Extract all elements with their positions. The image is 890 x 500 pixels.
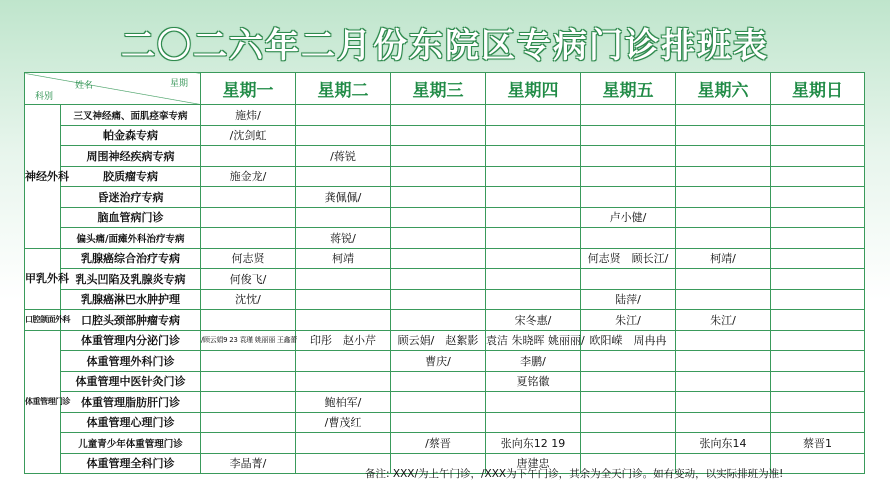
schedule-cell (676, 392, 771, 413)
schedule-cell (391, 412, 486, 433)
schedule-cell (391, 310, 486, 331)
schedule-cell (486, 269, 581, 290)
schedule-cell (296, 371, 391, 392)
dept-cell: 体重管理全科门诊 (61, 453, 201, 474)
schedule-cell (296, 310, 391, 331)
schedule-cell (771, 146, 865, 167)
schedule-cell (201, 351, 296, 372)
schedule-cell (391, 248, 486, 269)
schedule-cell: /蒋锐 (296, 146, 391, 167)
schedule-cell: 朱江/ (581, 310, 676, 331)
schedule-cell: /曹茂红 (296, 412, 391, 433)
header-row (25, 73, 865, 105)
schedule-cell: 沈忱/ (201, 289, 296, 310)
schedule-cell: 朱江/ (676, 310, 771, 331)
schedule-cell (771, 105, 865, 126)
schedule-cell (486, 146, 581, 167)
schedule-cell: 张向东12 19 (486, 433, 581, 454)
schedule-cell (201, 392, 296, 413)
table-row (25, 310, 865, 331)
schedule-cell (771, 248, 865, 269)
table-row (25, 166, 865, 187)
dept-cell: 体重管理脂肪肝门诊 (61, 392, 201, 413)
schedule-cell (486, 248, 581, 269)
schedule-cell (486, 228, 581, 249)
schedule-cell (581, 392, 676, 413)
dept-cell: 体重管理中医针灸门诊 (61, 371, 201, 392)
schedule-cell (771, 371, 865, 392)
schedule-cell (771, 228, 865, 249)
schedule-cell (486, 392, 581, 413)
footnote: 备注: XXX/为上午门诊，/XXX为下午门诊，其余为全天门诊。如有变动，以实际排班为准! (365, 468, 784, 480)
dept-cell: 周围神经疾病专病 (61, 146, 201, 167)
schedule-cell: 陆萍/ (581, 289, 676, 310)
schedule-cell: 卢小健/ (581, 207, 676, 228)
schedule-cell (391, 269, 486, 290)
schedule-cell (581, 125, 676, 146)
table-row (25, 351, 865, 372)
schedule-cell (296, 105, 391, 126)
schedule-cell (771, 392, 865, 413)
schedule-cell (296, 269, 391, 290)
schedule-cell (486, 289, 581, 310)
dept-cell: 体重管理内分泌门诊 (61, 330, 201, 351)
schedule-cell (486, 412, 581, 433)
schedule-cell: 张向东14 (676, 433, 771, 454)
schedule-cell (201, 433, 296, 454)
schedule-cell (771, 310, 865, 331)
day-header: 星期二 (296, 73, 391, 105)
table-row (25, 392, 865, 413)
schedule-cell: 柯靖/ (676, 248, 771, 269)
schedule-cell (391, 105, 486, 126)
schedule-cell (676, 105, 771, 126)
schedule-cell (391, 392, 486, 413)
schedule-cell (771, 166, 865, 187)
schedule-cell (581, 105, 676, 126)
table-row (25, 146, 865, 167)
schedule-cell (771, 351, 865, 372)
schedule-cell (201, 228, 296, 249)
schedule-cell (676, 125, 771, 146)
schedule-cell: 鲍柏军/ (296, 392, 391, 413)
schedule-cell (676, 166, 771, 187)
schedule-cell (391, 207, 486, 228)
schedule-cell (581, 433, 676, 454)
schedule-cell: 李晶菁/ (201, 453, 296, 474)
schedule-cell: 夏铭徽 (486, 371, 581, 392)
schedule-cell (391, 146, 486, 167)
table-row (25, 371, 865, 392)
corner-weekday-label: 星期 (169, 79, 188, 89)
schedule-cell: 蒋锐/ (296, 228, 391, 249)
schedule-cell (391, 371, 486, 392)
table-row (25, 105, 865, 126)
table-row (25, 228, 865, 249)
schedule-cell (296, 125, 391, 146)
schedule-cell (391, 166, 486, 187)
schedule-cell (296, 289, 391, 310)
schedule-cell: 袁洁 朱晓晖 姚丽丽/ (486, 330, 581, 351)
dept-cell: 帕金森专病 (61, 125, 201, 146)
dept-cell: 胶质瘤专病 (61, 166, 201, 187)
schedule-cell (771, 330, 865, 351)
schedule-cell (771, 269, 865, 290)
schedule-cell (676, 269, 771, 290)
day-header: 星期五 (581, 73, 676, 105)
category-cell: 口腔颌面外科 (25, 310, 61, 331)
schedule-cell (771, 412, 865, 433)
schedule-cell: 施金龙/ (201, 166, 296, 187)
schedule-cell (201, 187, 296, 208)
schedule-cell (486, 105, 581, 126)
schedule-cell (581, 269, 676, 290)
page-title: 二〇二六年二月份东院区专病门诊排班表 (121, 26, 769, 66)
category-cell: 体重管理门诊 (25, 330, 61, 474)
schedule-cell: 何志贤 (201, 248, 296, 269)
schedule-cell: 李鹏/ (486, 351, 581, 372)
schedule-cell (771, 125, 865, 146)
dept-cell: 乳腺癌综合治疗专病 (61, 248, 201, 269)
corner-name-label: 姓名 (75, 81, 94, 91)
dept-cell: 三叉神经痛、面肌痉挛专病 (61, 105, 201, 126)
schedule-cell (296, 166, 391, 187)
dept-cell: 口腔头颈部肿瘤专病 (61, 310, 201, 331)
schedule-cell (581, 166, 676, 187)
schedule-cell (296, 207, 391, 228)
dept-cell: 儿童青少年体重管理门诊 (61, 433, 201, 454)
table-row (25, 269, 865, 290)
category-cell: 神经外科 (25, 105, 61, 249)
schedule-cell: 曹庆/ (391, 351, 486, 372)
schedule-cell: /沈剑虹 (201, 125, 296, 146)
day-header: 星期六 (676, 73, 771, 105)
table-row (25, 125, 865, 146)
dept-cell: 体重管理心理门诊 (61, 412, 201, 433)
category-cell: 甲乳外科 (25, 248, 61, 310)
dept-cell: 乳头凹陷及乳腺炎专病 (61, 269, 201, 290)
schedule-cell: 何志贤 顾长江/ (581, 248, 676, 269)
schedule-cell: 施炜/ (201, 105, 296, 126)
schedule-cell (676, 228, 771, 249)
day-header: 星期一 (201, 73, 296, 105)
schedule-cell (676, 371, 771, 392)
schedule-cell (581, 412, 676, 433)
day-header: 星期四 (486, 73, 581, 105)
schedule-cell (581, 371, 676, 392)
schedule-cell (676, 289, 771, 310)
schedule-cell (486, 187, 581, 208)
schedule-cell (676, 330, 771, 351)
table-row (25, 330, 865, 351)
schedule-cell (676, 146, 771, 167)
table-row (25, 187, 865, 208)
dept-cell: 体重管理外科门诊 (61, 351, 201, 372)
table-row (25, 207, 865, 228)
table-row (25, 289, 865, 310)
schedule-cell (581, 187, 676, 208)
dept-cell: 昏迷治疗专病 (61, 187, 201, 208)
schedule-cell (771, 207, 865, 228)
schedule-cell (676, 351, 771, 372)
schedule-cell: /顾云娟9 23 袁瑾 姚丽丽 王鑫蕾 (201, 330, 296, 351)
schedule-cell (486, 207, 581, 228)
schedule-cell: 何俊飞/ (201, 269, 296, 290)
dept-cell: 乳腺癌淋巴水肿护理 (61, 289, 201, 310)
schedule-cell: 唐建忠 (486, 453, 581, 474)
schedule-cell (201, 412, 296, 433)
schedule-cell (201, 146, 296, 167)
schedule-cell: 宋冬惠/ (486, 310, 581, 331)
schedule-cell: 欧阳嵘 周冉冉 (581, 330, 676, 351)
schedule-cell (486, 166, 581, 187)
schedule-cell (771, 453, 865, 474)
schedule-cell (676, 187, 771, 208)
dept-cell: 脑血管病门诊 (61, 207, 201, 228)
table-row (25, 433, 865, 454)
schedule-cell (676, 412, 771, 433)
table-row (25, 248, 865, 269)
schedule-cell: /蔡晋 (391, 433, 486, 454)
schedule-cell (771, 187, 865, 208)
schedule-cell (391, 125, 486, 146)
day-header: 星期日 (771, 73, 865, 105)
schedule-cell: 龚佩佩/ (296, 187, 391, 208)
schedule-cell (676, 207, 771, 228)
schedule-cell: 顾云娟/ 赵絮影 (391, 330, 486, 351)
schedule-cell: 蔡晋1 (771, 433, 865, 454)
schedule-cell (581, 146, 676, 167)
day-header: 星期三 (391, 73, 486, 105)
table-row (25, 412, 865, 433)
corner-dept-label: 科别 (35, 92, 54, 102)
schedule-cell (391, 187, 486, 208)
dept-cell: 偏头痛/面瘫外科治疗专病 (61, 228, 201, 249)
schedule-cell (296, 351, 391, 372)
schedule-cell (391, 228, 486, 249)
header-corner (25, 73, 201, 105)
schedule-table (24, 72, 865, 474)
schedule-cell (771, 289, 865, 310)
schedule-cell: 柯靖 (296, 248, 391, 269)
schedule-cell (581, 228, 676, 249)
schedule-cell (201, 371, 296, 392)
schedule-cell (486, 125, 581, 146)
schedule-cell: 印彤 赵小芹 (296, 330, 391, 351)
schedule-cell (201, 207, 296, 228)
schedule-cell (296, 433, 391, 454)
schedule-cell (391, 289, 486, 310)
schedule-cell (581, 351, 676, 372)
schedule-cell (201, 310, 296, 331)
